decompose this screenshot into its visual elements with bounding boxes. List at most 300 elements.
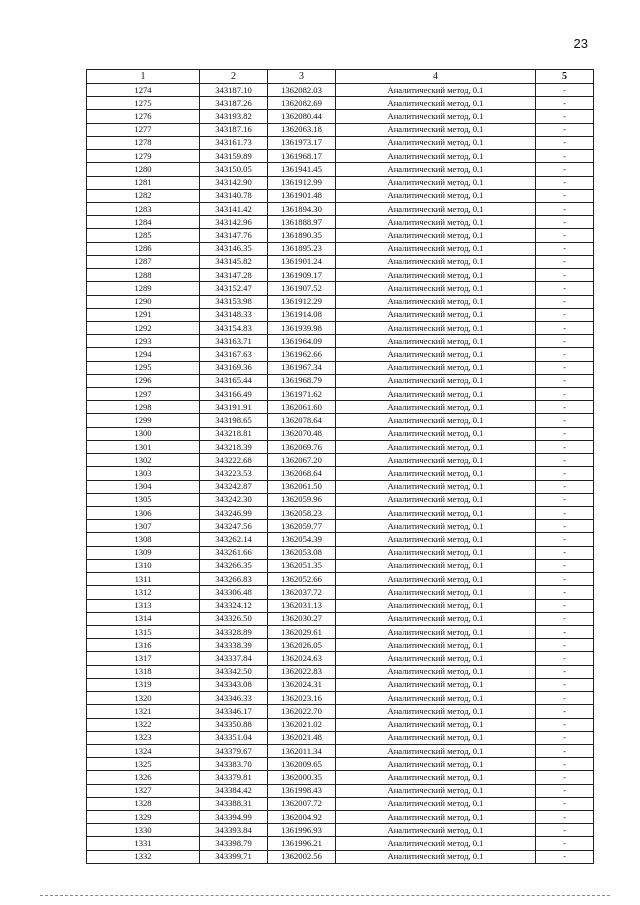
table-row: [87, 520, 594, 533]
table-row: [87, 454, 594, 467]
point-number-cell: 1311: [87, 573, 200, 586]
table-row: [87, 652, 594, 665]
column-header-5: 5: [536, 70, 594, 84]
table-row: [87, 255, 594, 268]
method-cell: Аналитический метод, 0.1: [336, 123, 536, 136]
mark-cell: -: [536, 97, 594, 110]
method-cell: Аналитический метод, 0.1: [336, 255, 536, 268]
column-header-3: 3: [268, 70, 336, 84]
y-coordinate-cell: 1361914.08: [268, 308, 336, 321]
method-cell: Аналитический метод, 0.1: [336, 507, 536, 520]
table-row: [87, 678, 594, 691]
mark-cell: -: [536, 84, 594, 97]
method-cell: Аналитический метод, 0.1: [336, 678, 536, 691]
method-cell: Аналитический метод, 0.1: [336, 771, 536, 784]
point-number-cell: 1328: [87, 797, 200, 810]
point-number-cell: 1291: [87, 308, 200, 321]
y-coordinate-cell: 1361939.98: [268, 321, 336, 334]
mark-cell: -: [536, 440, 594, 453]
table-row: [87, 374, 594, 387]
mark-cell: -: [536, 678, 594, 691]
y-coordinate-cell: 1362052.66: [268, 573, 336, 586]
y-coordinate-cell: 1362068.64: [268, 467, 336, 480]
mark-cell: -: [536, 744, 594, 757]
method-cell: Аналитический метод, 0.1: [336, 546, 536, 559]
y-coordinate-cell: 1362021.02: [268, 718, 336, 731]
x-coordinate-cell: 343163.71: [200, 335, 268, 348]
method-cell: Аналитический метод, 0.1: [336, 467, 536, 480]
x-coordinate-cell: 343146.35: [200, 242, 268, 255]
y-coordinate-cell: 1362059.96: [268, 493, 336, 506]
table-row: [87, 401, 594, 414]
page-number: 23: [573, 36, 588, 51]
x-coordinate-cell: 343140.78: [200, 189, 268, 202]
mark-cell: -: [536, 771, 594, 784]
mark-cell: -: [536, 202, 594, 215]
point-number-cell: 1306: [87, 507, 200, 520]
x-coordinate-cell: 343306.48: [200, 586, 268, 599]
y-coordinate-cell: 1361901.48: [268, 189, 336, 202]
table-row: [87, 850, 594, 863]
method-cell: Аналитический метод, 0.1: [336, 242, 536, 255]
mark-cell: -: [536, 454, 594, 467]
y-coordinate-cell: 1362031.13: [268, 599, 336, 612]
mark-cell: -: [536, 718, 594, 731]
mark-cell: -: [536, 163, 594, 176]
point-number-cell: 1293: [87, 335, 200, 348]
point-number-cell: 1304: [87, 480, 200, 493]
mark-cell: -: [536, 639, 594, 652]
point-number-cell: 1318: [87, 665, 200, 678]
point-number-cell: 1296: [87, 374, 200, 387]
x-coordinate-cell: 343145.82: [200, 255, 268, 268]
mark-cell: -: [536, 586, 594, 599]
table-row: [87, 414, 594, 427]
y-coordinate-cell: 1362002.56: [268, 850, 336, 863]
mark-cell: -: [536, 110, 594, 123]
point-number-cell: 1329: [87, 811, 200, 824]
x-coordinate-cell: 343346.33: [200, 692, 268, 705]
mark-cell: -: [536, 374, 594, 387]
x-coordinate-cell: 343247.56: [200, 520, 268, 533]
x-coordinate-cell: 343198.65: [200, 414, 268, 427]
mark-cell: -: [536, 811, 594, 824]
point-number-cell: 1281: [87, 176, 200, 189]
x-coordinate-cell: 343246.99: [200, 507, 268, 520]
mark-cell: -: [536, 665, 594, 678]
x-coordinate-cell: 343394.99: [200, 811, 268, 824]
table-row: [87, 771, 594, 784]
y-coordinate-cell: 1361901.24: [268, 255, 336, 268]
y-coordinate-cell: 1362061.50: [268, 480, 336, 493]
y-coordinate-cell: 1361996.21: [268, 837, 336, 850]
mark-cell: -: [536, 348, 594, 361]
method-cell: Аналитический метод, 0.1: [336, 269, 536, 282]
x-coordinate-cell: 343383.70: [200, 758, 268, 771]
y-coordinate-cell: 1362082.03: [268, 84, 336, 97]
y-coordinate-cell: 1361890.35: [268, 229, 336, 242]
mark-cell: -: [536, 216, 594, 229]
mark-cell: -: [536, 388, 594, 401]
point-number-cell: 1331: [87, 837, 200, 850]
mark-cell: -: [536, 705, 594, 718]
method-cell: Аналитический метод, 0.1: [336, 586, 536, 599]
table-row: [87, 612, 594, 625]
table-row: [87, 586, 594, 599]
x-coordinate-cell: 343153.98: [200, 295, 268, 308]
point-number-cell: 1315: [87, 625, 200, 638]
x-coordinate-cell: 343343.08: [200, 678, 268, 691]
method-cell: Аналитический метод, 0.1: [336, 401, 536, 414]
mark-cell: -: [536, 784, 594, 797]
point-number-cell: 1323: [87, 731, 200, 744]
x-coordinate-cell: 343384.42: [200, 784, 268, 797]
table-row: [87, 150, 594, 163]
y-coordinate-cell: 1362021.48: [268, 731, 336, 744]
x-coordinate-cell: 343393.84: [200, 824, 268, 837]
point-number-cell: 1319: [87, 678, 200, 691]
mark-cell: -: [536, 824, 594, 837]
point-number-cell: 1322: [87, 718, 200, 731]
y-coordinate-cell: 1361907.52: [268, 282, 336, 295]
mark-cell: -: [536, 758, 594, 771]
point-number-cell: 1274: [87, 84, 200, 97]
method-cell: Аналитический метод, 0.1: [336, 573, 536, 586]
mark-cell: -: [536, 692, 594, 705]
x-coordinate-cell: 343167.63: [200, 348, 268, 361]
point-number-cell: 1285: [87, 229, 200, 242]
mark-cell: -: [536, 625, 594, 638]
table-row: [87, 692, 594, 705]
mark-cell: -: [536, 269, 594, 282]
table-row: [87, 269, 594, 282]
mark-cell: -: [536, 731, 594, 744]
point-number-cell: 1324: [87, 744, 200, 757]
y-coordinate-cell: 1362009.65: [268, 758, 336, 771]
x-coordinate-cell: 343266.83: [200, 573, 268, 586]
mark-cell: -: [536, 559, 594, 572]
mark-cell: -: [536, 612, 594, 625]
point-number-cell: 1299: [87, 414, 200, 427]
y-coordinate-cell: 1362058.23: [268, 507, 336, 520]
point-number-cell: 1282: [87, 189, 200, 202]
point-number-cell: 1325: [87, 758, 200, 771]
mark-cell: -: [536, 229, 594, 242]
method-cell: Аналитический метод, 0.1: [336, 216, 536, 229]
point-number-cell: 1278: [87, 136, 200, 149]
mark-cell: -: [536, 401, 594, 414]
method-cell: Аналитический метод, 0.1: [336, 414, 536, 427]
x-coordinate-cell: 343193.82: [200, 110, 268, 123]
method-cell: Аналитический метод, 0.1: [336, 136, 536, 149]
x-coordinate-cell: 343187.10: [200, 84, 268, 97]
method-cell: Аналитический метод, 0.1: [336, 744, 536, 757]
x-coordinate-cell: 343152.47: [200, 282, 268, 295]
mark-cell: -: [536, 414, 594, 427]
method-cell: Аналитический метод, 0.1: [336, 480, 536, 493]
x-coordinate-cell: 343398.79: [200, 837, 268, 850]
table-row: [87, 639, 594, 652]
point-number-cell: 1303: [87, 467, 200, 480]
method-cell: Аналитический метод, 0.1: [336, 282, 536, 295]
x-coordinate-cell: 343342.50: [200, 665, 268, 678]
point-number-cell: 1275: [87, 97, 200, 110]
mark-cell: -: [536, 427, 594, 440]
x-coordinate-cell: 343337.84: [200, 652, 268, 665]
x-coordinate-cell: 343218.81: [200, 427, 268, 440]
method-cell: Аналитический метод, 0.1: [336, 295, 536, 308]
y-coordinate-cell: 1362053.08: [268, 546, 336, 559]
point-number-cell: 1284: [87, 216, 200, 229]
method-cell: Аналитический метод, 0.1: [336, 758, 536, 771]
x-coordinate-cell: 343379.67: [200, 744, 268, 757]
y-coordinate-cell: 1361967.34: [268, 361, 336, 374]
x-coordinate-cell: 343388.31: [200, 797, 268, 810]
x-coordinate-cell: 343346.17: [200, 705, 268, 718]
x-coordinate-cell: 343187.26: [200, 97, 268, 110]
table-row: [87, 321, 594, 334]
x-coordinate-cell: 343266.35: [200, 559, 268, 572]
method-cell: Аналитический метод, 0.1: [336, 837, 536, 850]
table-row: [87, 348, 594, 361]
x-coordinate-cell: 343379.81: [200, 771, 268, 784]
mark-cell: -: [536, 282, 594, 295]
method-cell: Аналитический метод, 0.1: [336, 163, 536, 176]
y-coordinate-cell: 1362082.69: [268, 97, 336, 110]
mark-cell: -: [536, 321, 594, 334]
table-row: [87, 440, 594, 453]
point-number-cell: 1287: [87, 255, 200, 268]
mark-cell: -: [536, 480, 594, 493]
mark-cell: -: [536, 599, 594, 612]
point-number-cell: 1313: [87, 599, 200, 612]
table-row: [87, 480, 594, 493]
point-number-cell: 1295: [87, 361, 200, 374]
table-row: [87, 97, 594, 110]
method-cell: Аналитический метод, 0.1: [336, 652, 536, 665]
x-coordinate-cell: 343328.89: [200, 625, 268, 638]
point-number-cell: 1308: [87, 533, 200, 546]
point-number-cell: 1277: [87, 123, 200, 136]
table-row: [87, 295, 594, 308]
y-coordinate-cell: 1362000.35: [268, 771, 336, 784]
point-number-cell: 1316: [87, 639, 200, 652]
table-row: [87, 824, 594, 837]
x-coordinate-cell: 343147.76: [200, 229, 268, 242]
method-cell: Аналитический метод, 0.1: [336, 110, 536, 123]
method-cell: Аналитический метод, 0.1: [336, 533, 536, 546]
table-row: [87, 625, 594, 638]
y-coordinate-cell: 1362026.05: [268, 639, 336, 652]
method-cell: Аналитический метод, 0.1: [336, 348, 536, 361]
column-header-4: 4: [336, 70, 536, 84]
y-coordinate-cell: 1362069.76: [268, 440, 336, 453]
y-coordinate-cell: 1362078.64: [268, 414, 336, 427]
table-row: [87, 242, 594, 255]
point-number-cell: 1305: [87, 493, 200, 506]
point-number-cell: 1312: [87, 586, 200, 599]
mark-cell: -: [536, 507, 594, 520]
mark-cell: -: [536, 361, 594, 374]
method-cell: Аналитический метод, 0.1: [336, 824, 536, 837]
method-cell: Аналитический метод, 0.1: [336, 850, 536, 863]
table-row: [87, 573, 594, 586]
y-coordinate-cell: 1361941.45: [268, 163, 336, 176]
method-cell: Аналитический метод, 0.1: [336, 797, 536, 810]
table-row: [87, 731, 594, 744]
table-row: [87, 467, 594, 480]
method-cell: Аналитический метод, 0.1: [336, 374, 536, 387]
method-cell: Аналитический метод, 0.1: [336, 559, 536, 572]
table-row: [87, 507, 594, 520]
y-coordinate-cell: 1362059.77: [268, 520, 336, 533]
column-header-1: 1: [87, 70, 200, 84]
point-number-cell: 1298: [87, 401, 200, 414]
table-row: [87, 811, 594, 824]
table-row: [87, 361, 594, 374]
method-cell: Аналитический метод, 0.1: [336, 718, 536, 731]
table-row: [87, 176, 594, 189]
y-coordinate-cell: 1362024.63: [268, 652, 336, 665]
method-cell: Аналитический метод, 0.1: [336, 599, 536, 612]
method-cell: Аналитический метод, 0.1: [336, 639, 536, 652]
point-number-cell: 1300: [87, 427, 200, 440]
method-cell: Аналитический метод, 0.1: [336, 440, 536, 453]
y-coordinate-cell: 1361888.97: [268, 216, 336, 229]
point-number-cell: 1307: [87, 520, 200, 533]
y-coordinate-cell: 1362029.61: [268, 625, 336, 638]
x-coordinate-cell: 343218.39: [200, 440, 268, 453]
mark-cell: -: [536, 295, 594, 308]
mark-cell: -: [536, 136, 594, 149]
point-number-cell: 1326: [87, 771, 200, 784]
point-number-cell: 1320: [87, 692, 200, 705]
mark-cell: -: [536, 123, 594, 136]
mark-cell: -: [536, 652, 594, 665]
mark-cell: -: [536, 467, 594, 480]
method-cell: Аналитический метод, 0.1: [336, 84, 536, 97]
mark-cell: -: [536, 797, 594, 810]
mark-cell: -: [536, 189, 594, 202]
table-row: [87, 797, 594, 810]
x-coordinate-cell: 343154.83: [200, 321, 268, 334]
method-cell: Аналитический метод, 0.1: [336, 427, 536, 440]
x-coordinate-cell: 343326.50: [200, 612, 268, 625]
point-number-cell: 1302: [87, 454, 200, 467]
x-coordinate-cell: 343159.89: [200, 150, 268, 163]
table-row: [87, 599, 594, 612]
table-row: [87, 665, 594, 678]
point-number-cell: 1317: [87, 652, 200, 665]
method-cell: Аналитический метод, 0.1: [336, 731, 536, 744]
method-cell: Аналитический метод, 0.1: [336, 612, 536, 625]
table-row: [87, 546, 594, 559]
y-coordinate-cell: 1362007.72: [268, 797, 336, 810]
y-coordinate-cell: 1361894.30: [268, 202, 336, 215]
table-row: [87, 335, 594, 348]
table-row: [87, 84, 594, 97]
table-row: [87, 202, 594, 215]
point-number-cell: 1280: [87, 163, 200, 176]
x-coordinate-cell: 343242.30: [200, 493, 268, 506]
table-row: [87, 123, 594, 136]
method-cell: Аналитический метод, 0.1: [336, 520, 536, 533]
x-coordinate-cell: 343261.66: [200, 546, 268, 559]
method-cell: Аналитический метод, 0.1: [336, 665, 536, 678]
y-coordinate-cell: 1361912.99: [268, 176, 336, 189]
point-number-cell: 1321: [87, 705, 200, 718]
point-number-cell: 1288: [87, 269, 200, 282]
x-coordinate-cell: 343222.68: [200, 454, 268, 467]
mark-cell: -: [536, 335, 594, 348]
y-coordinate-cell: 1361909.17: [268, 269, 336, 282]
mark-cell: -: [536, 255, 594, 268]
x-coordinate-cell: 343399.71: [200, 850, 268, 863]
y-coordinate-cell: 1362080.44: [268, 110, 336, 123]
point-number-cell: 1327: [87, 784, 200, 797]
mark-cell: -: [536, 493, 594, 506]
table-body: [87, 84, 594, 864]
y-coordinate-cell: 1361973.17: [268, 136, 336, 149]
method-cell: Аналитический метод, 0.1: [336, 388, 536, 401]
table-row: [87, 388, 594, 401]
x-coordinate-cell: 343351.04: [200, 731, 268, 744]
point-number-cell: 1290: [87, 295, 200, 308]
y-coordinate-cell: 1362063.18: [268, 123, 336, 136]
table-row: [87, 229, 594, 242]
point-number-cell: 1286: [87, 242, 200, 255]
y-coordinate-cell: 1362030.27: [268, 612, 336, 625]
x-coordinate-cell: 343324.12: [200, 599, 268, 612]
x-coordinate-cell: 343262.14: [200, 533, 268, 546]
y-coordinate-cell: 1361895.23: [268, 242, 336, 255]
point-number-cell: 1301: [87, 440, 200, 453]
y-coordinate-cell: 1361996.93: [268, 824, 336, 837]
point-number-cell: 1276: [87, 110, 200, 123]
table-row: [87, 163, 594, 176]
x-coordinate-cell: 343338.39: [200, 639, 268, 652]
y-coordinate-cell: 1362022.83: [268, 665, 336, 678]
mark-cell: -: [536, 546, 594, 559]
point-number-cell: 1283: [87, 202, 200, 215]
method-cell: Аналитический метод, 0.1: [336, 150, 536, 163]
x-coordinate-cell: 343142.96: [200, 216, 268, 229]
column-header-2: 2: [200, 70, 268, 84]
y-coordinate-cell: 1362054.39: [268, 533, 336, 546]
method-cell: Аналитический метод, 0.1: [336, 335, 536, 348]
mark-cell: -: [536, 533, 594, 546]
table-row: [87, 758, 594, 771]
footer-divider: [40, 895, 610, 896]
x-coordinate-cell: 343350.88: [200, 718, 268, 731]
x-coordinate-cell: 343169.36: [200, 361, 268, 374]
point-number-cell: 1314: [87, 612, 200, 625]
point-number-cell: 1297: [87, 388, 200, 401]
point-number-cell: 1294: [87, 348, 200, 361]
x-coordinate-cell: 343242.87: [200, 480, 268, 493]
point-number-cell: 1310: [87, 559, 200, 572]
y-coordinate-cell: 1362004.92: [268, 811, 336, 824]
method-cell: Аналитический метод, 0.1: [336, 321, 536, 334]
mark-cell: -: [536, 520, 594, 533]
mark-cell: -: [536, 150, 594, 163]
x-coordinate-cell: 343150.05: [200, 163, 268, 176]
x-coordinate-cell: 343141.42: [200, 202, 268, 215]
mark-cell: -: [536, 837, 594, 850]
table-row: [87, 718, 594, 731]
mark-cell: -: [536, 242, 594, 255]
y-coordinate-cell: 1362023.16: [268, 692, 336, 705]
